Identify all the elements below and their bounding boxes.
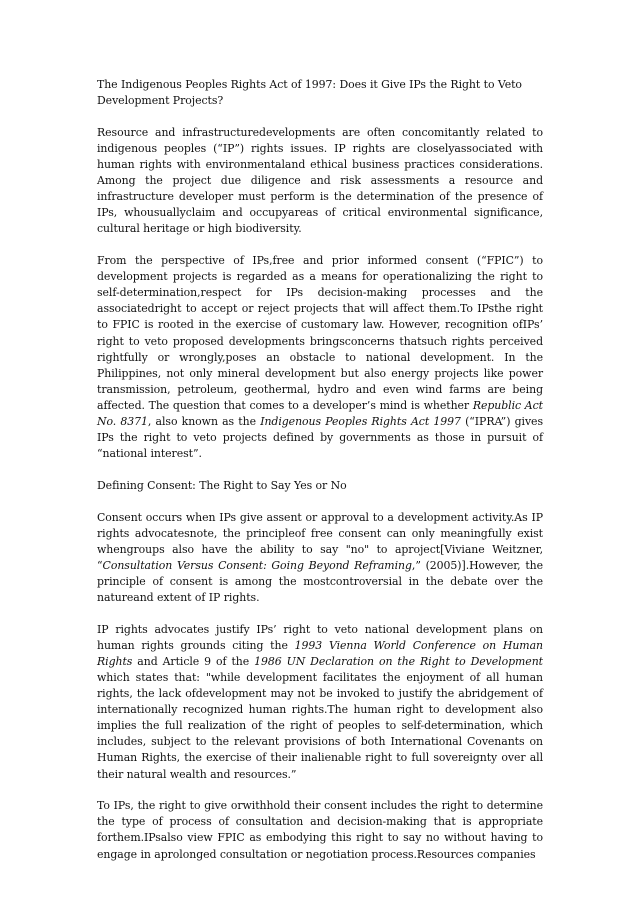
paragraph-2-text-3: (“IPRA”) gives IPs the right to veto projects defined by governments as those in pursuit of “national interest”.: [97, 414, 543, 461]
citation-vienna-conference: 1993 Vienna World Conference on Human Rights: [97, 638, 543, 668]
document-page: [97, 77, 543, 878]
document-title: The Indigenous Peoples Rights Act of 1997: Does it Give IPs the Right to Veto Development Projects?: [97, 78, 522, 108]
citation-ipra: Indigenous Peoples Rights Act 1997: [260, 414, 461, 428]
paragraph-3: [97, 510, 543, 607]
paragraph-4: [97, 622, 543, 783]
paragraph-3-text-1: Consent occurs when IPs give assent or approval to a development activity.As IP rights advocatesnote, the principleof free consent can only meaningfully exist whengroups also have the ability to say "no" to aproject[Viviane Weitzner, “: [97, 510, 543, 572]
paragraph-1: Resource and infrastructuredevelopments are often concomitantly related to indigenous peoples (“IP”) rights issues. IP rights are closelyassociated with human rights with environmentaland ethical business practices considerations. Among the project due diligence and risk assessments a resource and infrastructure developer must perform is the determination of the presence of IPs, whousuallyclaim and occupyareas of critical environmental significance, cultural heritage or high biodiversity.: [97, 125, 543, 236]
paragraph-2-text-1: From the perspective of IPs,free and prior informed consent (“FPIC”) to development projects is regarded as a means for operationalizing the right to self-determination,respect for IPs decision-making processes and the associatedright to accept or reject projects that will affect them.To IPsthe right to FPIC is rooted in the exercise of customary law. However, recognition ofIPs’ right to veto proposed developments bringsconcerns thatsuch rights perceived rightfully or wrongly,poses an obstacle to national development. In the Philippines, not only mineral development but also energy projects like power transmission, petroleum, geothermal, hydro and even wind farms are being affected. The question that comes to a developer’s mind is whether: [97, 254, 543, 412]
paragraph-2: [97, 253, 543, 462]
paragraph-2-text-2: , also known as the: [147, 414, 261, 428]
paragraph-4-text-1: IP rights advocates justify IPs’ right to veto national development plans on human rights grounds citing the: [97, 622, 543, 652]
paragraph-4-text-3: which states that: "while development facilitates the enjoyment of all human rights, the lack ofdevelopment may not be invoked to justify the abridgement of internationally recognized human rights.The human right to development also implies the full realization of the right of peoples to self-determination, which includes, subject to the relevant provisions of both International Covenants on Human Rights, the exercise of their inalienable right to full sovereignty over all their natural wealth and resources.”: [97, 670, 543, 781]
citation-weitzner: Consultation Versus Consent: Going Beyond Reframing: [102, 558, 412, 572]
section-heading-defining-consent: Defining Consent: The Right to Say Yes or No: [97, 478, 347, 492]
paragraph-5: To IPs, the right to give orwithhold their consent includes the right to determine the type of process of consultation and decision-making that is appropriate forthem.IPsalso view FPIC as embodying this right to say no without having to engage in aprolonged consultation or negotiation process.Resources companies: [97, 799, 543, 861]
paragraph-3-text-2: ,” (2005)].However, the principle of consent is among the mostcontroversial in the debate over the natureand extent of IP rights.: [97, 558, 544, 604]
citation-republic-act: Republic Act No. 8371: [97, 398, 543, 428]
citation-un-declaration: 1986 UN Declaration on the Right to Development: [254, 654, 543, 668]
paragraph-4-text-2: and Article 9 of the: [132, 654, 255, 668]
